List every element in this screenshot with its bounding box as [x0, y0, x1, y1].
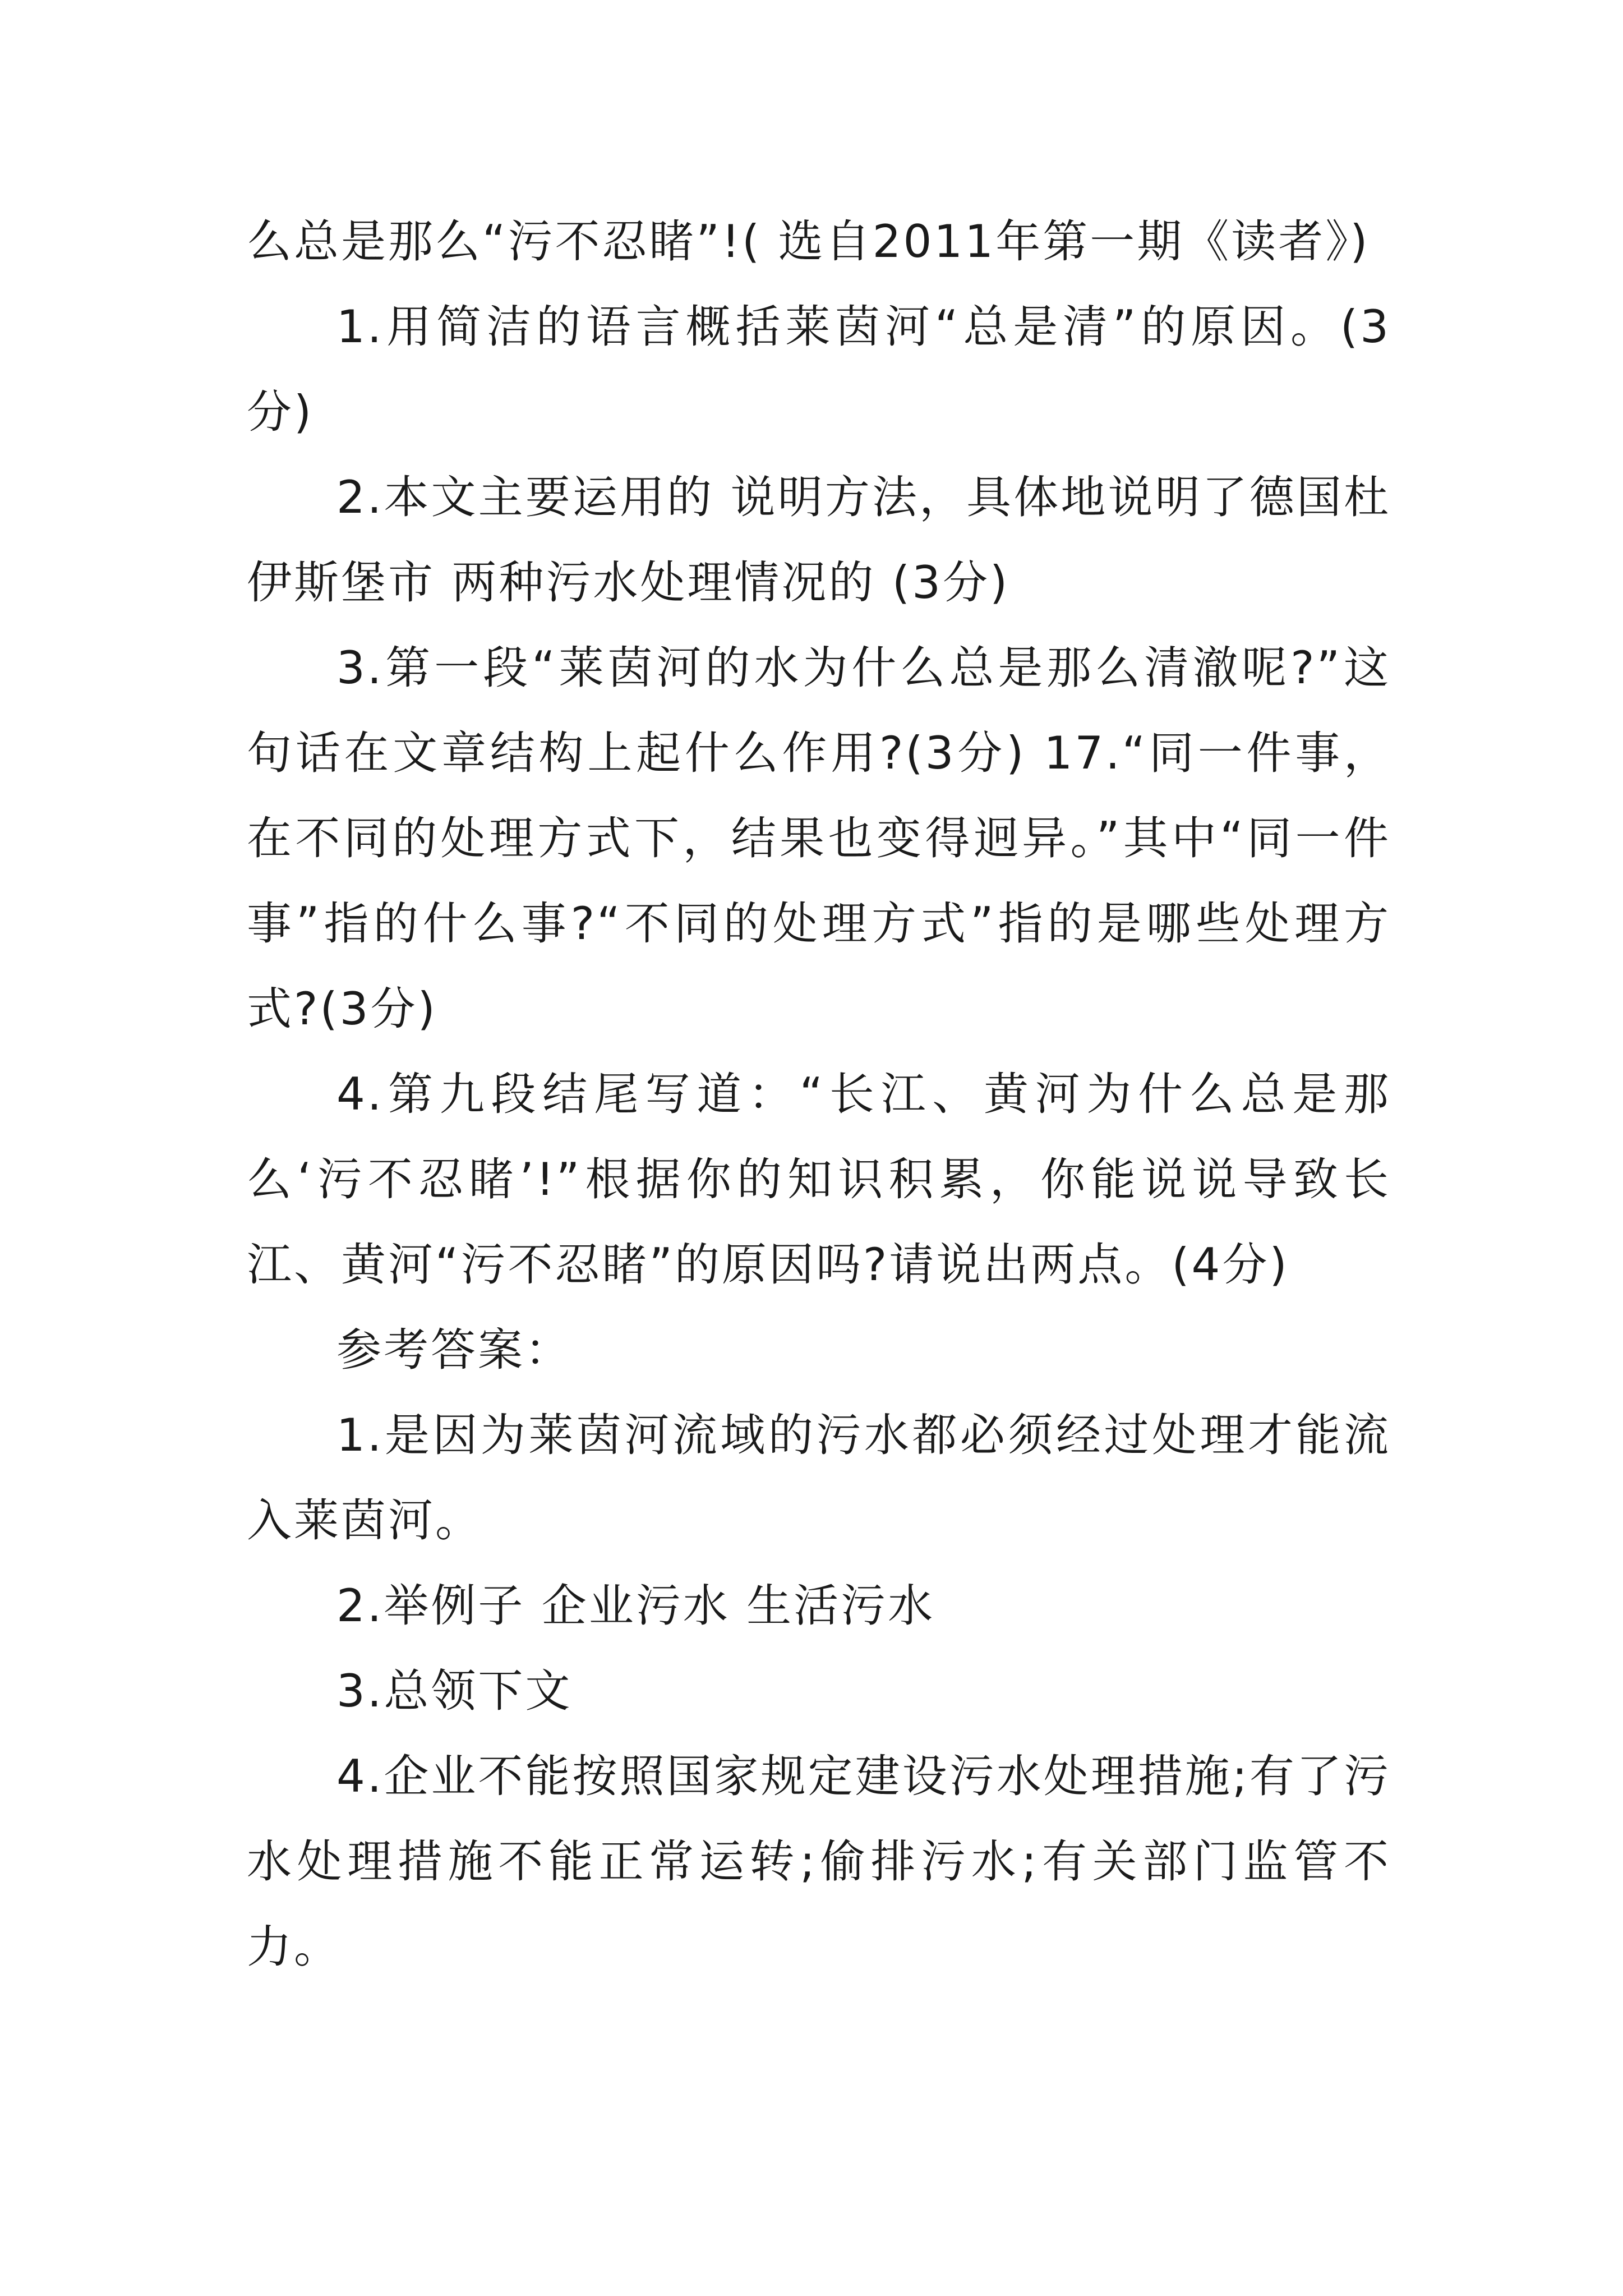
- question-2: 2.本文主要运用的 说明方法，具体地说明了德国杜伊斯堡市 两种污水处理情况的 (3分): [247, 471, 1391, 609]
- document-body: [247, 199, 1391, 1990]
- answer-3: 3.总领下文: [336, 1665, 573, 1717]
- paragraph-continuation: 么总是那么“污不忍睹”!( 选自2011年第一期《读者》): [247, 215, 1370, 268]
- answers-heading: 参考答案：: [336, 1324, 572, 1376]
- question-3: 3.第一段“莱茵河的水为什么总是那么清澈呢?”这句话在文章结构上起什么作用?(3分) 17.“同一件事，在不同的处理方式下，结果也变得迥异。”其中“同一件事”指的什么事?“不同的处理方式”指的是哪些处理方式?(3分): [247, 642, 1391, 1035]
- answer-1: 1.是因为莱茵河流域的污水都必须经过处理才能流入莱茵河。: [247, 1409, 1391, 1547]
- question-1: 1.用简洁的语言概括莱茵河“总是清”的原因。(3分): [247, 301, 1391, 438]
- answer-4: 4.企业不能按照国家规定建设污水处理措施;有了污水处理措施不能正常运转;偷排污水;有关部门监管不力。: [247, 1750, 1391, 1973]
- answer-2: 2.举例子 企业污水 生活污水: [336, 1580, 935, 1632]
- question-4: 4.第九段结尾写道：“长江、黄河为什么总是那么‘污不忍睹’!”根据你的知识积累，你能说说导致长江、黄河“污不忍睹”的原因吗?请说出两点。(4分): [247, 1068, 1391, 1291]
